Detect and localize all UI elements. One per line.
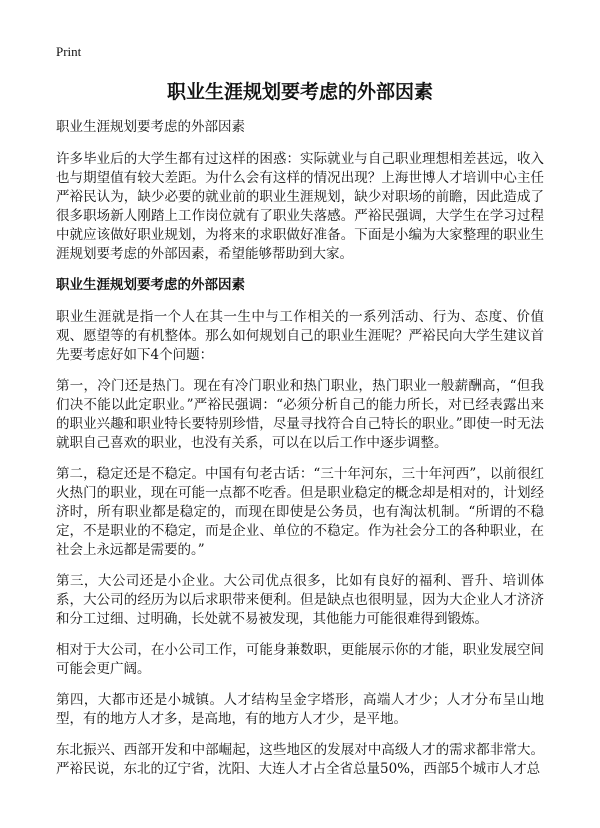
body-paragraph: 职业生涯就是指一个人在其一生中与工作相关的一系列活动、行为、态度、价值观、愿望等的有机整体。那么如何规划自己的职业生涯呢？严裕民向大学生建议首先要考虑好如下4个问题： — [56, 309, 544, 363]
article-title: 职业生涯规划要考虑的外部因素 — [166, 81, 433, 103]
intro-paragraph: 许多毕业后的大学生都有过这样的困惑：实际就业与自己职业理想相差甚远，收入也与期望值有较大差距。为什么会有这样的情况出现？上海世博人才培训中心主任严裕民认为，缺少必要的就业前的职业生涯规划，缺少对职场的前瞻，因此造成了很多职场新人刚踏上工作岗位就有了职业失落感。严裕民强调，大学生在学习过程中就应该做好职业规划，为将来的求职做好准备。下面是小编为大家整理的职业生涯规划要考虑的外部因素，希望能够帮助到大家。 — [56, 151, 544, 262]
section-heading: 职业生涯规划要考虑的外部因素 — [56, 277, 245, 293]
body-paragraph: 第一，冷门还是热门。现在有冷门职业和热门职业，热门职业一般薪酬高，“但我们决不能以此定职业。”严裕民强调：“必须分析自己的能力所长，对已经表露出来的职业兴趣和职业特长要特别珍惜，尽量寻找符合自己特长的职业。”即使一时无法就职自己喜欢的职业，也没有关系，可以在以后工作中逐步调整。 — [56, 378, 544, 451]
body-paragraph: 第二，稳定还是不稳定。中国有句老古话：“三十年河东，三十年河西”，以前很红火热门的职业，现在可能一点都不吃香。但是职业稳定的概念却是相对的，计划经济时，所有职业都是稳定的，而现在即使是公务员，也有淘汰机制。“所谓的不稳定，不是职业的不稳定，而是企业、单位的不稳定。作为社会分工的各种职业，在社会上永远都是需要的。” — [56, 466, 544, 558]
article-subtitle: 职业生涯规划要考虑的外部因素 — [56, 119, 245, 135]
body-paragraph: 相对于大公司，在小公司工作，可能身兼数职，更能展示你的才能，职业发展空间可能会更广阔。 — [56, 642, 544, 677]
body-paragraph: 第四，大都市还是小城镇。人才结构呈金字塔形，高端人才少；人才分布呈山地型，有的地方人才多，是高地，有的地方人才少，是平地。 — [56, 692, 544, 727]
print-label: Print — [56, 44, 82, 59]
body-paragraph: 第三，大公司还是小企业。大公司优点很多，比如有良好的福利、晋升、培训体系，大公司的经历为以后求职带来便利。但是缺点也很明显，因为大企业人才济济和分工过细、过明确，长处就不易被发现，其他能力可能很难得到锻炼。 — [56, 573, 544, 627]
body-paragraph: 东北振兴、西部开发和中部崛起，这些地区的发展对中高级人才的需求都非常大。严裕民说，东北的辽宁省，沈阳、大连人才占全省总量50%，西部5个城市人才总 — [56, 742, 544, 777]
